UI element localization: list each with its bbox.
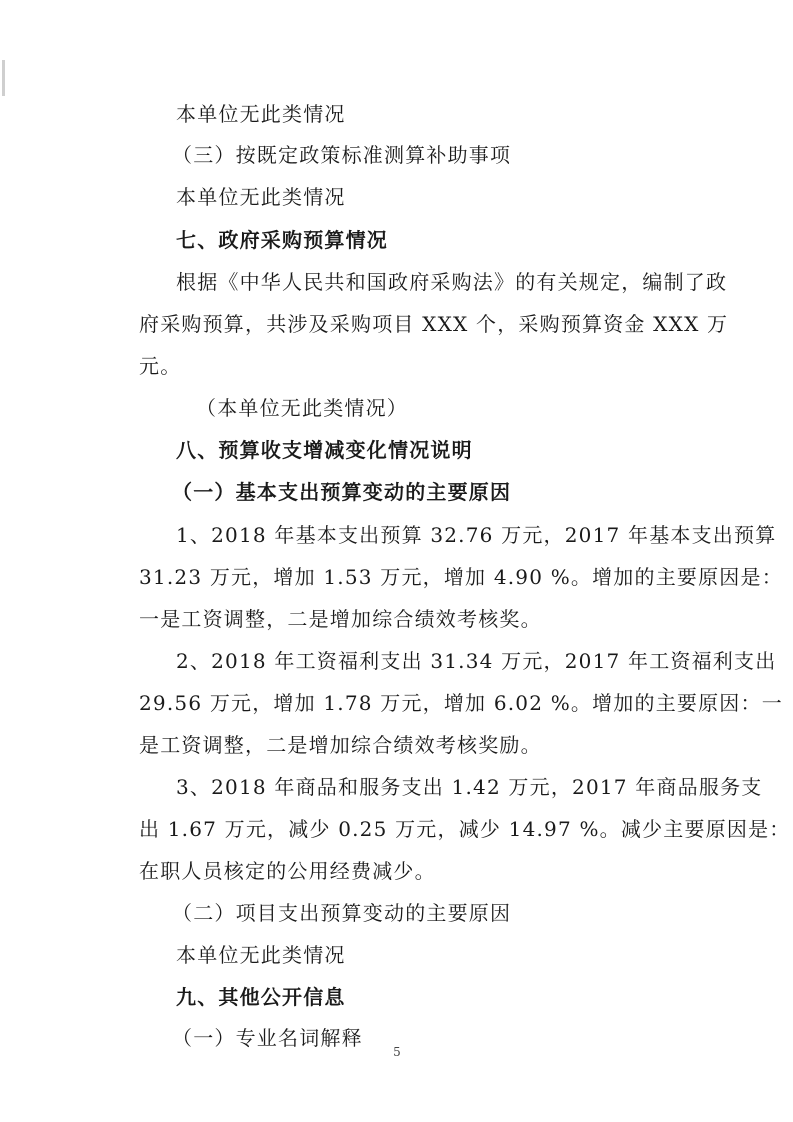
item-3-line-2: 出 1.67 万元，减少 0.25 万元，减少 14.97 %。减少主要原因是：: [139, 817, 791, 841]
subheading-8-1: （一）基本支出预算变动的主要原因: [172, 480, 512, 504]
subheading-3: （三）按既定政策标准测算补助事项: [172, 143, 512, 167]
item-1-line-2: 31.23 万元，增加 1.53 万元，增加 4.90 %。增加的主要原因是：: [139, 565, 783, 589]
text-line-3: 本单位无此类情况: [176, 943, 346, 967]
text-line-1: 本单位无此类情况: [176, 102, 346, 126]
item-1-line-3: 一是工资调整，二是增加综合绩效考核奖。: [139, 607, 542, 631]
paragraph-7-note: （本单位无此类情况）: [196, 396, 408, 420]
paragraph-7-line-1: 根据《中华人民共和国政府采购法》的有关规定，编制了政: [176, 270, 728, 294]
item-2-line-1: 2、2018 年工资福利支出 31.34 万元，2017 年工资福利支出: [176, 649, 777, 673]
section-heading-9: 九、其他公开信息: [176, 985, 346, 1009]
item-1-line-1: 1、2018 年基本支出预算 32.76 万元，2017 年基本支出预算: [176, 523, 777, 547]
section-heading-8: 八、预算收支增减变化情况说明: [176, 438, 473, 462]
paragraph-7-line-3: 元。: [139, 354, 182, 378]
scan-edge-mark: [2, 60, 5, 96]
item-3-line-1: 3、2018 年商品和服务支出 1.42 万元，2017 年商品服务支: [176, 775, 763, 799]
paragraph-7-line-2: 府采购预算，共涉及采购项目 XXX 个，采购预算资金 XXX 万: [139, 312, 729, 336]
item-3-line-3: 在职人员核定的公用经费减少。: [139, 859, 436, 883]
subheading-9-1: （一）专业名词解释: [172, 1026, 363, 1050]
text-line-2: 本单位无此类情况: [176, 185, 346, 209]
item-2-line-3: 是工资调整，二是增加综合绩效考核奖励。: [139, 733, 542, 757]
section-heading-7: 七、政府采购预算情况: [176, 228, 388, 252]
page-number: 5: [393, 1045, 401, 1059]
subheading-8-2: （二）项目支出预算变动的主要原因: [172, 901, 512, 925]
item-2-line-2: 29.56 万元，增加 1.78 万元，增加 6.02 %。增加的主要原因：一: [139, 691, 783, 715]
